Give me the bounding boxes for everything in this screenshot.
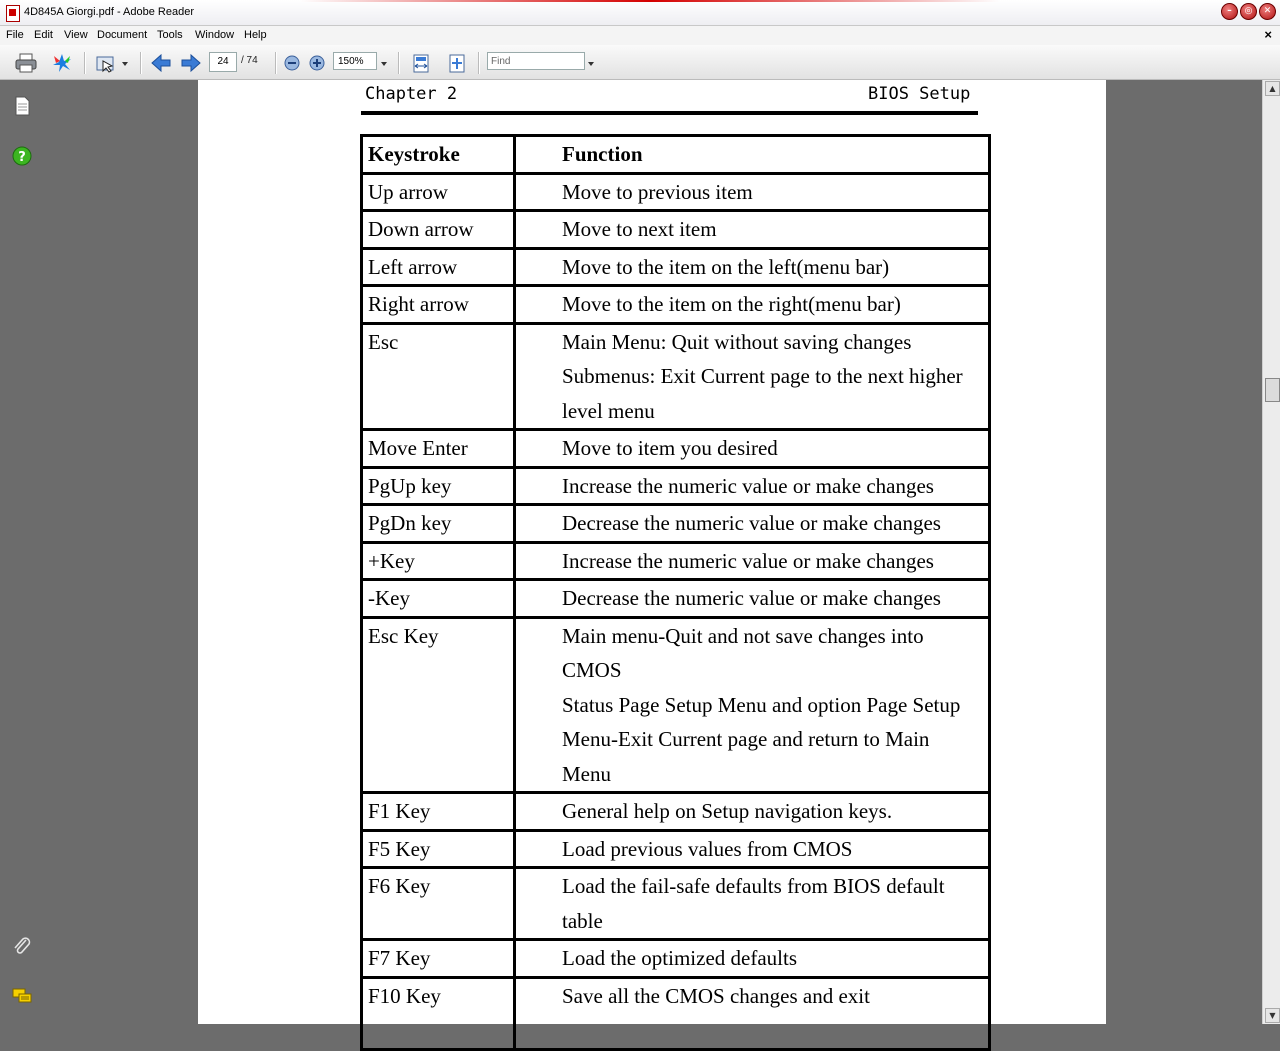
function-text-line: Move to the item on the left(menu bar) [562, 254, 890, 279]
function-cell [515, 211, 990, 249]
menu-view[interactable]: View [64, 29, 88, 41]
menu-tools[interactable]: Tools [157, 29, 183, 41]
zoom-level-input[interactable]: 150% [333, 52, 377, 70]
menu-help[interactable]: Help [244, 29, 267, 41]
table-row [362, 286, 990, 324]
page-header-section: BIOS Setup [868, 84, 971, 104]
attachments-icon[interactable] [12, 936, 32, 956]
keystroke-cell: Up arrow [362, 173, 515, 211]
page-total-label: / 74 [241, 55, 258, 66]
function-text-line: Submenus: Exit Current page to the next higher [562, 364, 963, 388]
function-text-line: Main Menu: Quit without saving changes [562, 329, 912, 354]
function-text-line: Menu-Exit Current page and return to Main [562, 727, 930, 751]
keystroke-cell: PgUp key [362, 467, 515, 505]
keystroke-cell: Move Enter [362, 430, 515, 468]
table-row [362, 467, 990, 505]
table-row [362, 580, 990, 618]
function-cell [515, 617, 990, 793]
select-tool-icon[interactable] [94, 53, 130, 73]
toolbar-separator [398, 52, 400, 74]
function-text-line: Menu [562, 761, 611, 786]
table-header-keystroke: Keystroke [362, 136, 515, 174]
keystroke-table [360, 134, 991, 1051]
keystroke-cell: F7 Key [362, 940, 515, 978]
toolbar-separator [140, 52, 142, 74]
title-bar [0, 0, 1280, 26]
table-row [362, 868, 990, 940]
keystroke-cell: Esc Key [362, 617, 515, 793]
function-text-line: Move to previous item [562, 179, 753, 204]
keystroke-cell: -Key [362, 580, 515, 618]
table-row [362, 505, 990, 543]
function-text-line: Move to the item on the right(menu bar) [562, 292, 901, 316]
function-text-line: Load the fail-safe defaults from BIOS default [562, 874, 945, 898]
menu-edit[interactable]: Edit [34, 29, 53, 41]
table-row [362, 211, 990, 249]
function-cell [515, 173, 990, 211]
find-input[interactable]: Find [487, 52, 585, 70]
table-row [362, 830, 990, 868]
table-header-function: Function [515, 136, 990, 174]
function-cell [515, 430, 990, 468]
organizer-icon[interactable] [51, 53, 73, 73]
vertical-scrollbar[interactable] [1262, 80, 1280, 1024]
keystroke-cell: F5 Key [362, 830, 515, 868]
function-text-line: Load previous values from CMOS [562, 836, 853, 861]
menu-document[interactable]: Document [97, 29, 148, 41]
table-header-row [362, 136, 990, 174]
zoom-in-icon[interactable] [308, 53, 326, 73]
table-row [362, 940, 990, 978]
function-cell [515, 505, 990, 543]
keystroke-cell: Right arrow [362, 286, 515, 324]
function-cell [515, 248, 990, 286]
keystroke-cell: Left arrow [362, 248, 515, 286]
fit-page-icon[interactable] [446, 53, 468, 73]
menu-file[interactable]: File [6, 29, 24, 41]
close-document-icon[interactable]: × [1264, 27, 1272, 42]
function-cell [515, 868, 990, 940]
function-text-line: Main menu-Quit and not save changes into [562, 623, 924, 648]
function-cell [515, 542, 990, 580]
window-title: 4D845A Giorgi.pdf - Adobe Reader [24, 6, 195, 18]
keystroke-cell: Down arrow [362, 211, 515, 249]
keystroke-cell: F6 Key [362, 868, 515, 940]
page-number-input[interactable]: 24 [209, 52, 237, 72]
function-cell [515, 793, 990, 831]
keystroke-cell: F1 Key [362, 793, 515, 831]
scroll-down-icon[interactable]: ▼ [1265, 1008, 1280, 1023]
find-dropdown-icon[interactable] [586, 53, 596, 73]
function-text-line: Status Page Setup Menu and option Page Setup [562, 692, 961, 717]
keystroke-cell: F10 Key [362, 977, 515, 1049]
function-text-line: Decrease the numeric value or make changes [562, 586, 941, 610]
table-row [362, 323, 990, 430]
keystroke-cell: +Key [362, 542, 515, 580]
table-row [362, 793, 990, 831]
pdf-app-icon [6, 5, 20, 22]
scroll-up-icon[interactable]: ▲ [1265, 81, 1280, 96]
function-text-line: CMOS [562, 658, 622, 682]
zoom-dropdown-icon[interactable] [379, 53, 389, 73]
function-text-line: level menu [562, 398, 655, 423]
function-text-line: General help on Setup navigation keys. [562, 799, 893, 823]
function-text-line: Load the optimized defaults [562, 946, 798, 970]
table-row [362, 248, 990, 286]
function-text-line [562, 1013, 984, 1048]
function-text-line: table [562, 908, 603, 933]
function-cell [515, 580, 990, 618]
function-text-line: Save all the CMOS changes and exit [562, 983, 870, 1008]
maximize-button[interactable]: ◎ [1240, 3, 1257, 20]
previous-page-icon[interactable] [150, 53, 172, 73]
function-text-line: Increase the numeric value or make changes [562, 548, 934, 573]
header-rule [361, 111, 978, 115]
zoom-out-icon[interactable] [283, 53, 301, 73]
svg-text:?: ? [18, 150, 26, 165]
pages-icon[interactable] [12, 96, 32, 116]
function-text-line: Increase the numeric value or make changes [562, 473, 934, 498]
function-cell [515, 977, 990, 1049]
menu-window[interactable]: Window [195, 29, 235, 41]
function-cell [515, 940, 990, 978]
menu-bar [0, 26, 1280, 45]
scroll-thumb[interactable] [1265, 378, 1280, 402]
print-icon[interactable] [14, 53, 38, 73]
function-cell [515, 467, 990, 505]
function-text-line: Move to next item [562, 217, 717, 241]
function-text-line: Move to item you desired [562, 436, 778, 460]
toolbar-separator [84, 52, 86, 74]
function-cell [515, 323, 990, 430]
table-row [362, 542, 990, 580]
function-text-line: Decrease the numeric value or make changes [562, 511, 941, 535]
toolbar-separator [478, 52, 480, 74]
table-row [362, 173, 990, 211]
next-page-icon[interactable] [180, 53, 202, 73]
keystroke-cell: PgDn key [362, 505, 515, 543]
function-cell [515, 830, 990, 868]
fit-width-icon[interactable] [410, 53, 432, 73]
toolbar [0, 45, 1280, 80]
close-button[interactable]: ✕ [1259, 3, 1276, 20]
page-header-chapter: Chapter 2 [365, 84, 458, 104]
table-row [362, 617, 990, 793]
window-controls [1221, 3, 1276, 20]
minimize-button[interactable]: – [1221, 3, 1238, 20]
function-cell [515, 286, 990, 324]
table-row [362, 977, 990, 1049]
toolbar-separator [275, 52, 277, 74]
table-row [362, 430, 990, 468]
comments-icon[interactable] [12, 986, 32, 1006]
help-icon[interactable] [12, 146, 32, 166]
title-accent-line [300, 0, 1000, 2]
navigation-panel [0, 80, 44, 1024]
keystroke-cell: Esc [362, 323, 515, 430]
